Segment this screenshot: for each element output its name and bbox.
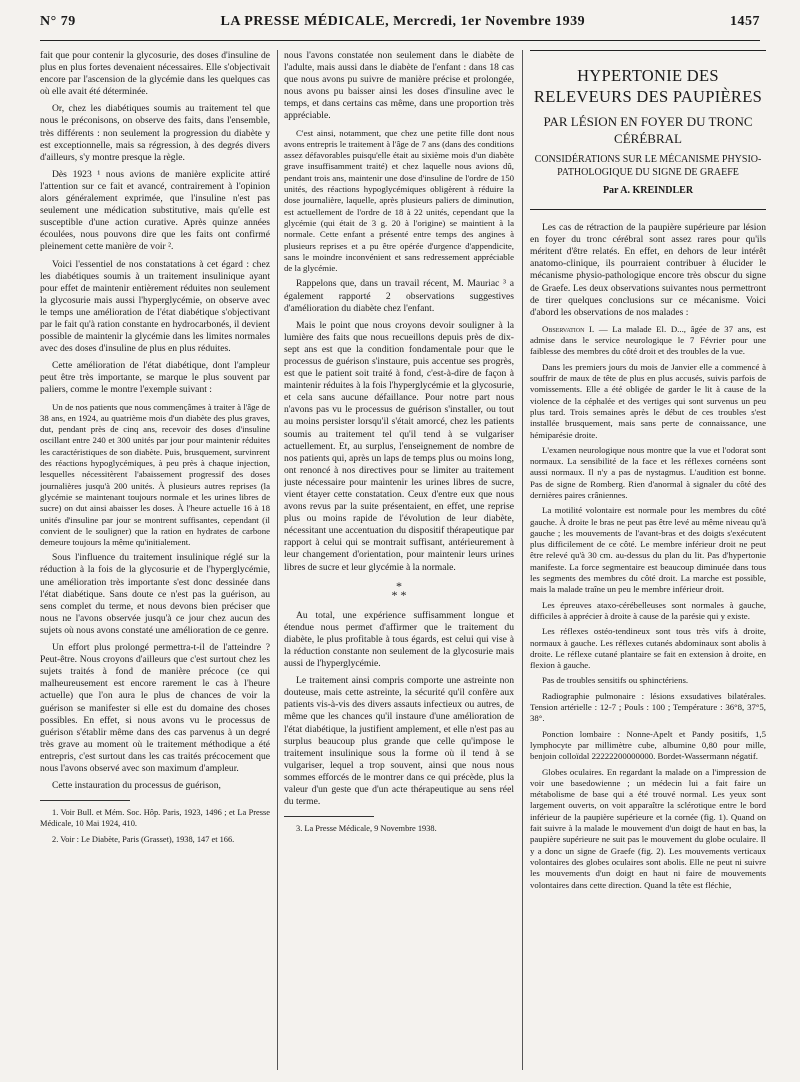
paragraph: Cette amélioration de l'état diabétique, dont l'ampleur peut être très importante, se marque le plus souvent par paliers, comme le montre l'exemple suivant : (40, 360, 270, 396)
observation-label: Observation I. (542, 323, 595, 334)
paragraph: Dès 1923 ¹ nous avions de manière explicite attiré l'attention sur ce fait et avancé, contrairement à l'opinion alors généralement exprimée, que l'insuline n'est pas seulement une médication substitutive, mais qu'elle est susceptible d'une action curative. Après quinze années écoulées, nous pouvons dire que les faits ont confirmé pleinement cette manière de voir ². (40, 168, 270, 253)
paragraph: Mais le point que nous croyons devoir souligner à la lumière des faits que nous recueillons depuis près de dix-sept ans est que la condition fondamentale pour que le processus de guérison s'instaure, puis accentue ses progrès, est que le patient soit traité à fond, c'est-à-dire de façon à maintenir réduites à la fois l'hyperglycémie et la glycosurie, et cela sans aucune défaillance. Pour notre part nous n'avons pas vu le processus de guérison s'installer, ou tout au moins persister lorsqu'il s'était amorcé, chez les patients soumis au traitement tel qu'il tend à se vulgariser actuellement. Et, au surplus, l'enseignement de nombre de nos patients qui, après un laps de temps plus ou moins long, ont renoncé à nos directives pour se limiter au traitement juste nécessaire pour maintenir les urines libres de sucre, vient étayer cette constatation. Ceux d'entre eux que nous avons revus par la suite présentaient, en effet, une reprise plus ou moins rapide de l'évolution de leur diabète, nécessitant une accentuation du dispositif thérapeutique par rapport à celui qui se montrait suffisant, antérieurement à leur changement d'orientation, pour maintenir leurs urines libres de sucre et leur glycémie à la normale. (284, 319, 514, 573)
column-rule-1 (277, 50, 278, 1070)
paragraph: Ponction lombaire : Nonne-Apelt et Pandy positifs, 1,5 lymphocyte par millimètre cube, albumine 0,80 pour mille, benjoin colloïdal 22222200000000. Bordet-Wassermann négatif. (530, 728, 766, 762)
page-number-right: 1457 (729, 14, 760, 29)
paragraph: L'examen neurologique nous montre que la vue et l'odorat sont normaux. La sensibilité de la face et les réflexes cornéens sont aussi normaux. Il n'y a pas de nystagmus. L'audition est bonne. Pas de signe de Romberg. Rien d'anormal à signaler du côté des dernières paires crâniennes. (530, 444, 766, 500)
article-subtitle-2: CONSIDÉRATIONS SUR LE MÉCANISME PHYSIO-PATHOLOGIQUE DU SIGNE DE GRAEFE (534, 154, 762, 178)
observation-block (530, 324, 766, 891)
observation-1 (530, 324, 766, 358)
article-author: Par A. KREINDLER (602, 185, 694, 196)
paragraph: Cette instauration du processus de guérison, (52, 780, 221, 792)
paragraph: La motilité volontaire est normale pour les membres du côté gauche. À droite le bras ne peut pas être levé au même niveau qu'à gauche ; les mouvements de l'avant-bras et des doigts s'exécutent plus difficilement de ce côté. Le membre inférieur droit ne peut être relevé qu'à 30 cm. au-dessus du plan du lit. Pas d'hypertonie manifeste. La force segmentaire est beaucoup diminuée dans tous les segments des membres du côté droit. La marche est possible, mais la malade traîne un peu le membre inférieur droit. (530, 505, 766, 595)
paragraph: Un de nos patients que nous commençâmes à traiter à l'âge de 38 ans, en 1924, au quatrième mois d'un diabète des plus graves, dut, pendant près de cinq ans, recevoir des doses d'insuline oscillant entre 240 et 300 unités par jour pour maintenir réduites les caractéristiques de son diabète. Puis, brusquement, survinrent des réactions hypoglycémiques, à peu près à chaque injection, lesquelles nécessitèrent l'abaissement progressif des doses journalières jusqu'à 200 unités. À plusieurs autres reprises (la glycémie se maintenant toujours normale et les urines libres de sucre) on dut ainsi abaisser les doses. À l'heure actuelle 16 à 18 unités d'insuline par jour se montrent suffisantes, cependant (il convient de le souligner) que la ration en hydrates de carbone demeure toujours la même qu'initialement. (40, 401, 270, 548)
paragraph: C'est ainsi, notamment, que chez une petite fille dont nous avons entrepris le traitement à l'âge de 7 ans (dans des conditions assez défavorables puisqu'elle était au sixième mois d'un diabète grave insuffisamment traité) et chez laquelle nous avions dû, pendant trois ans, maintenir une dose d'insuline de l'ordre de 150 unités, des réactions hypoglycémiques obligèrent à réduire la dose journalière, laquelle, après plusieurs paliers de diminution, est actuellement de l'ordre de 18 à 22 unités, cependant que la glycémie (qui était de 3 g. 20 à l'origine) se maintient à la normale. Cette enfant a présenté entre temps des angines à plusieurs reprises et a pu être opérée d'urgence d'appendicite, sans le moindre inconvénient et sans redressement appréciable de la glycémie. (284, 127, 514, 274)
paragraph: Dans les premiers jours du mois de Janvier elle a commencé à souffrir de maux de tête de plus en plus accusés, suivis parfois de vomissements. Elle a été obligée de garder le lit à cause de la violence de la céphalée et des vertiges qui sont survenus un peu plus tard. Trois semaines après le début de ces troubles s'est installée brusquement, mais sans perte de connaissance, une hémiparésie droite. (530, 361, 766, 440)
footnote-rule (40, 800, 130, 801)
paragraph: Pas de troubles sensitifs ou sphinctériens. (542, 675, 689, 686)
paragraph: Au total, une expérience suffisamment longue et étendue nous permet d'affirmer que le traitement du diabète, le plus profitable à tous égards, est celui qui vise à la réduction constante non seulement de la glycosurie mais aussi de l'hyperglycémie. (284, 609, 514, 670)
column-1 (40, 50, 270, 1055)
footnote-1: 1. Voir Bull. et Mém. Soc. Hôp. Paris, 1923, 1496 ; et La Presse Médicale, 10 Mai 1924, 410. (40, 808, 270, 829)
running-header (40, 14, 760, 41)
paragraph: Sous l'influence du traitement insulinique réglé sur la réduction à la fois de la glycosurie et de l'hyperglycémie, une amélioration très importante s'est donc dessinée dans l'état diabétique. Sans doute ce n'est pas la guérison, au sens complet du terme, et nous devons bien préciser que nous ne l'avons observée jusqu'à ce jour chez aucun des sujets où nous avons constaté une amélioration de ce genre. (40, 552, 270, 636)
paragraph: Voici l'essentiel de nos constatations à cet égard : chez les diabétiques soumis à un traitement insulinique ayant pour effet de maintenir entièrement réduites non seulement la glycosurie mais aussi l'hyperglycémie, on observe avec le temps une amélioration de l'état diabétique s'objectivant par le fait qu'à ration constante en hydrocarbonés, il devient possible de maintenir la glycémie dans les limites normales avec des doses d'insuline de plus en plus réduites. (40, 258, 270, 355)
page-number-left: N° 79 (40, 14, 76, 29)
article-subtitle: PAR LÉSION EN FOYER DU TRONC CÉRÉBRAL (543, 114, 753, 146)
article-title: HYPERTONIE DES RELEVEURS DES PAUPIÈRES (533, 66, 763, 106)
section-separator: * * * (391, 578, 407, 602)
footnote-2: 2. Voir : Le Diabète, Paris (Grasset), 1938, 147 et 166. (52, 835, 235, 845)
paragraph: Globes oculaires. En regardant la malade on a l'impression de voir une basedowienne ; un médecin lui a fait faire un métabolisme de base qui a été trouvé normal. Les yeux sont largement ouverts, on voit apparaître la sclérotique entre le bord inférieur de la paupière supérieure et la cornée (fig. 1). Quand on fait suivre à la malade le mouvement d'un doigt de haut en bas, la paupière supérieure ne suit pas le mouvement du globe oculaire. Il y a donc un signe de Graefe (fig. 2). Les mouvements verticaux volontaires des globes oculaires sont abolis. Elle ne peut ni suivre les mouvements d'un doigt en haut ni faire de mouvements volontaires dans cette direction. Quand la tête est fléchie, (530, 766, 766, 890)
paragraph: Radiographie pulmonaire : lésions exsudatives bilatérales. Tension artérielle : 12-7 ; Pouls : 100 ; Température : 36°8, 37°5, 38°. (530, 690, 766, 724)
case-example (284, 128, 514, 275)
footnote-3: 3. La Presse Médicale, 9 Novembre 1938. (296, 824, 437, 834)
paragraph: Le traitement ainsi compris comporte une astreinte non douteuse, mais cette astreinte, la sécurité qu'il confère aux patients vis-à-vis des divers assauts infectieux ou autres, de même que les chances qu'il instaure d'une amélioration de l'état diabétique, la justifient amplement, et elle n'est pas au surplus beaucoup plus grande que celle qu'impose le traitement insulinique sous la forme où il tend à se vulgariser, lequel a trop souvent, ainsi que nous nous sommes efforcés de le montrer dans ce qui précède, plus la valeur d'un geste que d'un acte thérapeutique au sens réel du terme. (284, 675, 514, 808)
column-2 (284, 50, 514, 1055)
column-rule-2 (522, 50, 523, 1070)
paragraph: nous l'avons constatée non seulement dans le diabète de l'adulte, mais aussi dans le diabète de l'enfant : dans 18 cas que nous avons pu suivre de manière précise et prolongée, nous avons pu baisser ainsi les doses d'insuline avec le temps, et dans certains cas même, dans une proportion très appréciable. (284, 50, 514, 122)
article-title-block (530, 50, 766, 210)
footnote-rule (284, 816, 374, 817)
paragraph: Or, chez les diabétiques soumis au traitement tel que nous le préconisons, on observe des faits, dans l'ensemble, très différents : non seulement la progression du diabète y est exceptionnelle, mais sa régression, à des degrés divers d'ailleurs, s'y montre presque la règle. (40, 103, 270, 163)
column-3 (530, 50, 766, 1055)
paragraph: Rappelons que, dans un travail récent, M. Mauriac ³ a également rapporté 2 observations suggestives d'amélioration du diabète chez l'enfant. (284, 278, 514, 314)
paragraph: Un effort plus prolongé permettra-t-il de l'atteindre ? Peut-être. Nous croyons d'ailleurs que c'est surtout chez les sujets traités à fond de manière précoce (ce qui malheureusement est encore rarement le cas à l'heure actuelle) que l'on aura le plus de chances de voir la guérison se manifester si elle est du domaine des choses possibles. En effet, si nous avons vu le processus de guérison s'établir même dans des cas parvenus à un degré très grave au moment où le traitement méthodique a été entrepris, c'est surtout dans les cas traités précocement que nous l'avons observé avec son maximum d'ampleur. (40, 642, 270, 774)
paragraph: Les épreuves ataxo-cérébelleuses sont normales à gauche, difficiles à apprécier à droite à cause de la parésie qui y existe. (530, 599, 766, 621)
observation-text: — La malade El. D..., âgée de 37 ans, est admise dans le service neurologique le 7 Février pour une faiblesse des membres du côté droit et des troubles de la vue. (530, 323, 766, 357)
paragraph: fait que pour contenir la glycosurie, des doses d'insuline de plus en plus fortes devenaient nécessaires. Elle s'objectivait encore par l'ascension de la glycémie dans les quelques cas où elle avait été déterminée. (40, 50, 270, 98)
paragraph: Les cas de rétraction de la paupière supérieure par lésion en foyer du tronc cérébral sont assez rares pour qu'ils méritent d'être relatés. En effet, en dehors de leur intérêt anatomo-clinique, ils pourraient contribuer à élucider le mécanisme physio-pathologique encore très obscur du signe de Graefe. Les deux observations suivantes nous permettront de tirer quelques conclusions sur ce mécanisme. Voici d'abord les observations de nos malades : (530, 222, 766, 318)
paragraph: Les réflexes ostéo-tendineux sont tous très vifs à droite, normaux à gauche. Les réflexes cutanés abdominaux sont abolis à droite. Le réflexe cutané plantaire se fait en extension à droite, en flexion à gauche. (530, 626, 766, 671)
journal-title-line: LA PRESSE MÉDICALE, Mercredi, 1er Novembre 1939 (220, 14, 586, 29)
case-example (40, 402, 270, 549)
